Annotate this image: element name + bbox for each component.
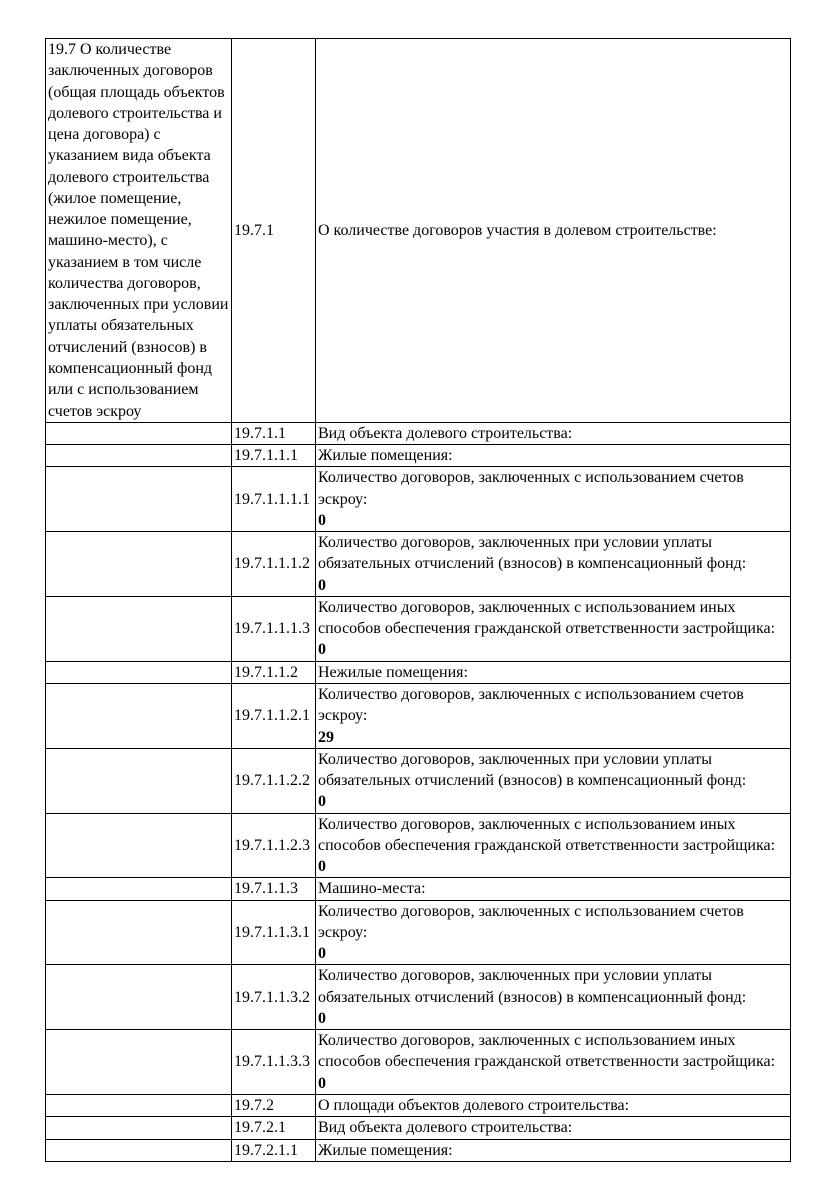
row-content-cell xyxy=(316,39,791,423)
table-row xyxy=(46,532,791,597)
section-description-cell xyxy=(46,683,232,748)
section-description-cell xyxy=(46,467,232,532)
table-row xyxy=(46,748,791,813)
row-label: Количество договоров, заключенных при условии уплаты обязательных отчислений (взносов) в компенсационный фонд: xyxy=(318,750,747,790)
declaration-table xyxy=(45,38,791,1162)
row-content-cell xyxy=(316,422,791,444)
row-label: Количество договоров, заключенных с использованием счетов эскроу: xyxy=(318,469,744,508)
row-content-cell xyxy=(316,596,791,661)
section-description-cell xyxy=(46,422,232,444)
section-description-cell xyxy=(46,813,232,878)
row-content-cell xyxy=(316,878,791,900)
row-value: 0 xyxy=(318,1009,326,1027)
row-value: 0 xyxy=(318,576,326,594)
section-description-cell xyxy=(46,748,232,813)
table-row xyxy=(46,900,791,965)
row-content-cell xyxy=(316,1095,791,1117)
row-content-cell xyxy=(316,467,791,532)
row-value: 0 xyxy=(318,511,326,529)
table-row xyxy=(46,813,791,878)
row-label: Жилые помещения: xyxy=(318,1141,453,1159)
row-value: 29 xyxy=(318,728,334,746)
section-description-cell xyxy=(46,596,232,661)
row-label: Вид объекта долевого строительства: xyxy=(318,424,573,442)
row-code: 19.7.1.1.3.3 xyxy=(232,1030,316,1095)
row-content-cell xyxy=(316,1139,791,1161)
row-content-cell xyxy=(316,900,791,965)
section-description-cell: 19.7 О количестве заключенных договоров (общая площадь объектов долевого строительства и цена договора) с указанием вида объекта долевого строительства (жилое помещение, нежилое помещение, машино-место), с указанием в том числе количества договоров, заключенных при условии уплаты обязательных отчислений (взносов) в компенсационный фонд или с использованием счетов эскроу xyxy=(46,39,232,423)
row-code: 19.7.1 xyxy=(232,39,316,423)
row-value: 0 xyxy=(318,1074,326,1092)
row-code: 19.7.1.1.3.1 xyxy=(232,900,316,965)
row-content-cell xyxy=(316,661,791,683)
row-label: Количество договоров, заключенных с использованием иных способов обеспечения гражданской ответственности застройщика: xyxy=(318,598,776,638)
row-label: Количество договоров, заключенных с использованием иных способов обеспечения гражданской ответственности застройщика: xyxy=(318,1032,776,1071)
row-content-cell xyxy=(316,813,791,878)
row-label: Количество договоров, заключенных с использованием иных способов обеспечения гражданской ответственности застройщика: xyxy=(318,815,776,854)
row-value: 0 xyxy=(318,858,326,876)
row-content-cell xyxy=(316,1117,791,1139)
row-code: 19.7.1.1.2.2 xyxy=(232,748,316,813)
row-label: Жилые помещения: xyxy=(318,447,453,465)
table-row xyxy=(46,965,791,1030)
row-code: 19.7.2.1.1 xyxy=(232,1139,316,1161)
row-label: О площади объектов долевого строительства: xyxy=(318,1097,630,1115)
table-row xyxy=(46,1117,791,1139)
table-row xyxy=(46,445,791,467)
row-code: 19.7.1.1.1.2 xyxy=(232,532,316,597)
table-row xyxy=(46,422,791,444)
table-row xyxy=(46,661,791,683)
table-row xyxy=(46,596,791,661)
row-value: 0 xyxy=(318,641,326,659)
section-description-cell xyxy=(46,965,232,1030)
table-row xyxy=(46,467,791,532)
row-content-cell xyxy=(316,532,791,597)
row-code: 19.7.1.1.3.2 xyxy=(232,965,316,1030)
row-code: 19.7.1.1.1.1 xyxy=(232,467,316,532)
table-row xyxy=(46,1139,791,1161)
table-row xyxy=(46,1030,791,1095)
table-row xyxy=(46,878,791,900)
section-description-cell xyxy=(46,661,232,683)
row-content-cell xyxy=(316,748,791,813)
row-content-cell xyxy=(316,1030,791,1095)
section-description-cell xyxy=(46,1095,232,1117)
row-value: 0 xyxy=(318,945,326,963)
section-description-cell xyxy=(46,532,232,597)
row-code: 19.7.2 xyxy=(232,1095,316,1117)
section-description-cell xyxy=(46,1030,232,1095)
row-code: 19.7.2.1 xyxy=(232,1117,316,1139)
row-code: 19.7.1.1.3 xyxy=(232,878,316,900)
row-value: 0 xyxy=(318,793,326,811)
section-description-cell xyxy=(46,900,232,965)
row-content-cell xyxy=(316,445,791,467)
declaration-table-body xyxy=(46,39,791,1162)
row-content-cell xyxy=(316,683,791,748)
row-content-cell xyxy=(316,965,791,1030)
row-label: Количество договоров, заключенных при условии уплаты обязательных отчислений (взносов) в компенсационный фонд: xyxy=(318,967,747,1006)
section-description-cell xyxy=(46,1117,232,1139)
row-label: Вид объекта долевого строительства: xyxy=(318,1119,573,1137)
table-row xyxy=(46,683,791,748)
section-description-cell xyxy=(46,1139,232,1161)
section-description-cell xyxy=(46,445,232,467)
row-code: 19.7.1.1.2 xyxy=(232,661,316,683)
row-code: 19.7.1.1.2.3 xyxy=(232,813,316,878)
table-row xyxy=(46,1095,791,1117)
row-label: Количество договоров, заключенных с использованием счетов эскроу: xyxy=(318,902,744,941)
row-code: 19.7.1.1 xyxy=(232,422,316,444)
row-label: Количество договоров, заключенных при условии уплаты обязательных отчислений (взносов) в компенсационный фонд: xyxy=(318,534,747,573)
row-code: 19.7.1.1.1 xyxy=(232,445,316,467)
row-code: 19.7.1.1.1.3 xyxy=(232,596,316,661)
table-row xyxy=(46,39,791,423)
row-label: Машино-места: xyxy=(318,880,426,898)
row-label: О количестве договоров участия в долевом строительстве: xyxy=(318,221,717,239)
row-label: Количество договоров, заключенных с использованием счетов эскроу: xyxy=(318,685,744,725)
section-description-cell xyxy=(46,878,232,900)
row-label: Нежилые помещения: xyxy=(318,663,468,681)
row-code: 19.7.1.1.2.1 xyxy=(232,683,316,748)
